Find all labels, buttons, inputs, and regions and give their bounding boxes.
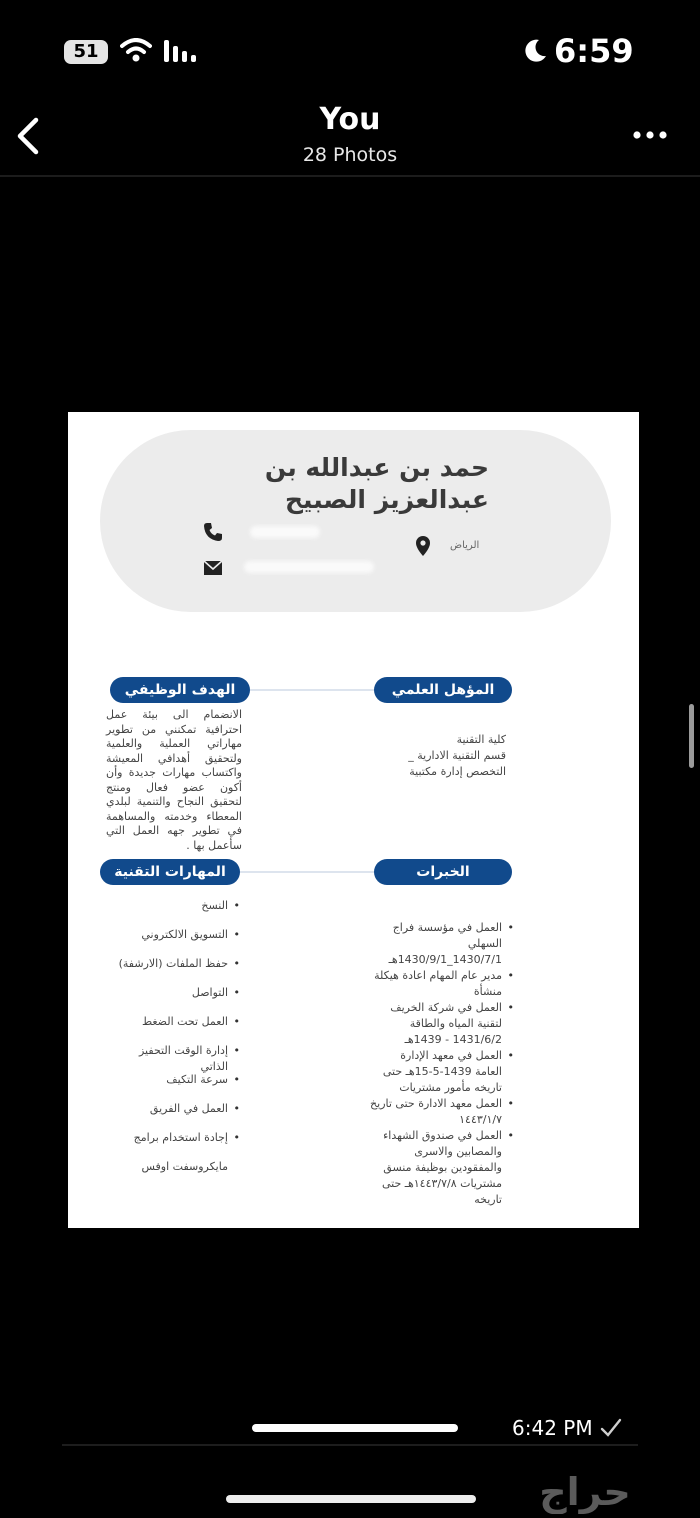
list-item: • العمل في مؤسسة فراج السهلي 1430/7/1_1430/9/1هـ bbox=[370, 920, 514, 968]
photo-count: 28 Photos bbox=[302, 144, 398, 166]
scrollbar[interactable] bbox=[689, 704, 694, 768]
list-item: • النسخ bbox=[110, 898, 240, 927]
experience-list bbox=[370, 920, 514, 1208]
list-item: • العمل في صندوق الشهداء والمصابين والاسرى والمفقودين بوظيفة منسق مشتريات ١٤٤٣/٧/٨هـ حتى تاريخه bbox=[370, 1128, 514, 1208]
resume-document bbox=[68, 412, 639, 1228]
skills-list bbox=[110, 898, 240, 1188]
resume-name: حمد بن عبدالله بن عبدالعزيز الصبيح bbox=[264, 453, 489, 514]
list-item: • سرعة التكيف bbox=[110, 1072, 240, 1101]
sent-check-icon bbox=[600, 1418, 622, 1438]
skills-heading: المهارات التقنية bbox=[100, 859, 240, 885]
status-bar bbox=[0, 0, 700, 100]
list-item: • العمل معهد الادارة حتى تاريخ ١٤٤٣/١/٧ bbox=[370, 1096, 514, 1128]
list-item: • العمل في شركة الخريف لتقنية المياه والطاقة 1431/6/2 - 1439هـ bbox=[370, 1000, 514, 1048]
page-title: You bbox=[319, 102, 381, 137]
resume-city: الرياض bbox=[450, 540, 480, 551]
chat-photos-header bbox=[0, 96, 700, 176]
education-heading: المؤهل العلمي bbox=[374, 677, 512, 703]
list-item: • إدارة الوقت التحفيز الذاتي bbox=[110, 1043, 240, 1072]
battery-indicator: 51 bbox=[64, 40, 108, 64]
section-rule bbox=[250, 689, 374, 691]
message-timestamp: 6:42 PM bbox=[512, 1416, 593, 1440]
redacted-phone bbox=[250, 526, 320, 538]
education-details: كلية التقنية قسم التقنية الادارية _ التخصص إدارة مكتبية bbox=[408, 733, 506, 778]
more-options-icon[interactable] bbox=[632, 130, 668, 140]
wifi-icon bbox=[120, 38, 152, 62]
list-item: • العمل في الفريق bbox=[110, 1101, 240, 1130]
phone-icon bbox=[203, 522, 223, 542]
clock: 6:59 bbox=[554, 32, 634, 70]
list-item: • التسويق الالكتروني bbox=[110, 927, 240, 956]
redacted-email bbox=[244, 561, 374, 573]
list-item: • مدير عام المهام اعادة هيكلة منشأة bbox=[370, 968, 514, 1000]
signal-icon bbox=[164, 40, 200, 62]
objective-text: الانضمام الى بيئة عمل احترافية تمكنني من تطوير مهاراتي العملية والعلمية ولتحقيق أهدافي المعيشة واكتساب مهارات جديدة وأن أكون عضو فعال ومنتج لتحقيق النجاح والتنمية لبلدي المعطاء وخدمته والمساهمة في تطوير جهه العمل التي سأعمل بها . bbox=[106, 708, 242, 852]
list-item: • التواصل bbox=[110, 985, 240, 1014]
list-item: • العمل تحت الضغط bbox=[110, 1014, 240, 1043]
objective-heading: الهدف الوظيفي bbox=[110, 677, 250, 703]
photo-scrubber[interactable] bbox=[252, 1424, 458, 1432]
mail-icon bbox=[203, 560, 223, 576]
experience-heading: الخبرات bbox=[374, 859, 512, 885]
footer-divider bbox=[62, 1444, 638, 1446]
list-item: مايكروسفت اوفس bbox=[141, 1160, 228, 1173]
list-item: • العمل في معهد الإدارة العامة 1439-5-15هـ حتى تاريخه مأمور مشتريات bbox=[370, 1048, 514, 1096]
list-item: • إجادة استخدام برامج bbox=[110, 1130, 240, 1159]
section-rule bbox=[240, 871, 374, 873]
home-indicator[interactable] bbox=[226, 1495, 476, 1503]
header-divider bbox=[0, 175, 700, 177]
moon-icon bbox=[522, 38, 548, 64]
location-pin-icon bbox=[416, 536, 430, 556]
list-item: • حفظ الملفات (الارشفة) bbox=[110, 956, 240, 985]
watermark-logo: حراج bbox=[539, 1470, 631, 1514]
